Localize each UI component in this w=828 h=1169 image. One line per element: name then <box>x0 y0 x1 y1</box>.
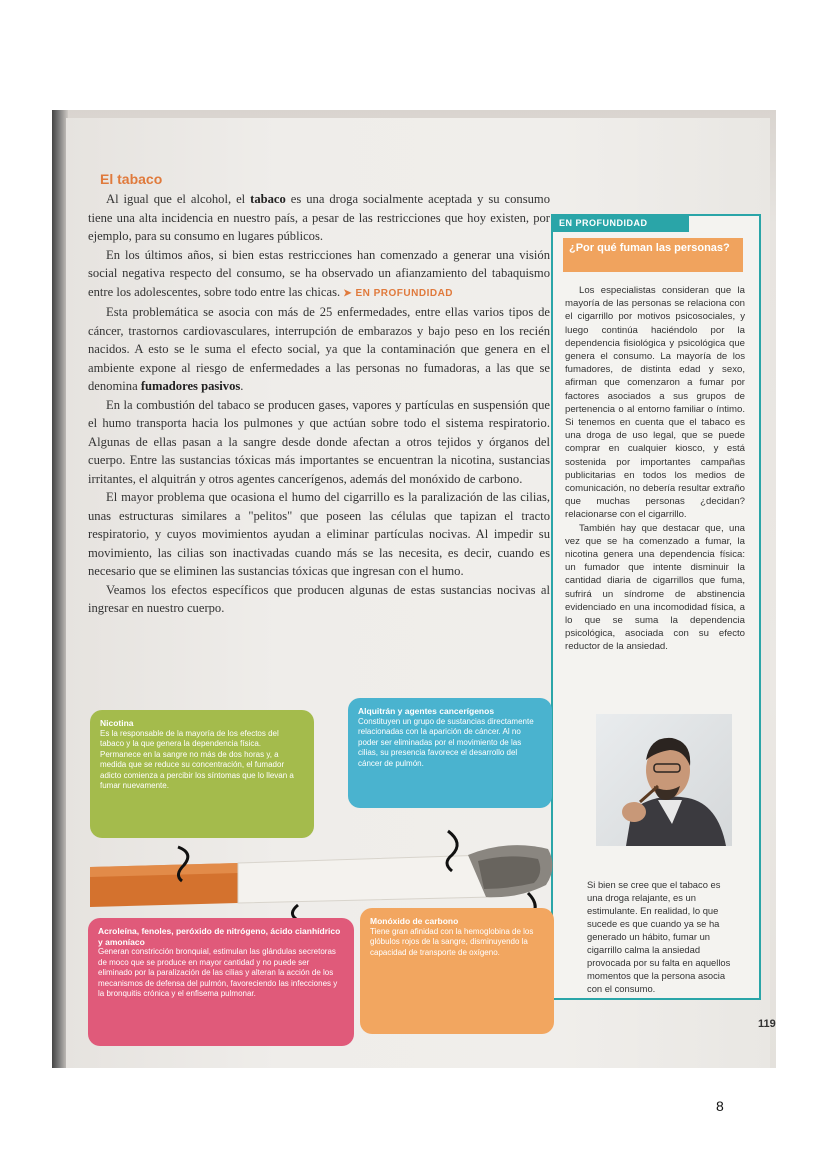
alquitran-text: Constituyen un grupo de sustancias directamente relacionadas con la aparición de cáncer. Al no poder ser eliminadas por el movimiento de las cilias, su presencia favorece el desarrollo del cáncer de pulmón. <box>358 716 534 768</box>
document-page-number: 8 <box>716 1098 724 1114</box>
paragraph-6: Veamos los efectos específicos que producen algunas de estas sustancias nocivas al ingresar en nuestro cuerpo. <box>88 582 550 615</box>
acroleina-title: Acroleína, fenoles, peróxido de nitrógeno, ácido cianhídrico y amoníaco <box>98 926 341 947</box>
sidebar-tag: EN PROFUNDIDAD <box>551 214 689 232</box>
nicotina-text: Es la responsable de la mayoría de los efectos del tabaco y la que genera la dependencia física. Permanece en la sangre no más de dos horas y, a medida que se reduce su concentración, el fumador adicto comienza a percibir los síntomas que lo llevan a fumar nuevamente. <box>100 728 294 790</box>
alquitran-box <box>348 698 552 808</box>
section-title: El tabaco <box>100 171 163 187</box>
man-smoking-photo <box>596 714 732 846</box>
en-profundidad-reference: ➤ EN PROFUNDIDAD <box>343 287 454 299</box>
paragraph-1: Al igual que el alcohol, el tabaco es una droga socialmente aceptada y su consumo tiene una alta incidencia en nuestro país, a pesar de las restricciones que hoy existen, por ejemplo, para su consumo en lugares públicos. <box>88 192 550 243</box>
photo-caption: Si bien se cree que el tabaco es una droga relajante, es un estimulante. En realidad, lo que sucede es que cuando ya se ha generado un hábito, fumar un cigarrillo calma la ansiedad provocada por su falta en aquellos momentos que la persona asocia con el consumo. <box>587 879 731 994</box>
alquitran-title: Alquitrán y agentes cancerígenos <box>358 706 495 716</box>
book-page-number: 119 <box>758 1018 776 1030</box>
man-smoking-illustration <box>596 714 732 846</box>
paragraph-3: Esta problemática se asocia con más de 25 enfermedades, entre ellas varios tipos de cáncer, trastornos cardiovasculares, interrupción de embarazos y bajo peso en los recién nacidos. A esto se le suma el efecto social, ya que la contaminación que genera en el ambiente expone al riesgo de enfermedades a las personas no fumadoras, a las que se denomina fumadores pasivos. <box>88 305 550 393</box>
paragraph-2: En los últimos años, si bien estas restricciones han comenzado a generar una visión social negativa respecto del consumo, se ha observado un afianzamiento del tabaquismo entre los adolescentes, sobre todo entre las chicas. ➤ EN PROFUNDIDAD <box>88 247 550 299</box>
cigarette-filter <box>90 863 238 907</box>
paragraph-5: El mayor problema que ocasiona el humo del cigarrillo es la paralización de las cilias, unas estructuras similares a "pelitos" que poseen las células que tapizan el tracto respiratorio, y cuyos movimientos ayudan a eliminar partículas nocivas. Al impedir su movimiento, las cilias son inactivadas cuando más se las necesita, es decir, cuando es necesario que se eliminen las sustancias tóxicas que ingresan con el humo. <box>88 490 550 578</box>
monoxido-title: Monóxido de carbono <box>370 916 459 926</box>
paragraph-4: En la combustión del tabaco se producen gases, vapores y partículas en suspensión que el humo transporta hacia los pulmones y que actúan sobre todo el sistema respiratorio. Algunas de ellas pasan a la sangre desde donde afectan a otros tejidos y órganos del cuerpo. Entre las sustancias tóxicas más importantes se encuentran la nicotina, sustancias irritantes, el alquitrán y otros agentes cancerígenos, además del monóxido de carbono. <box>88 397 550 486</box>
nicotina-box <box>90 710 314 838</box>
nicotina-title: Nicotina <box>100 718 134 728</box>
sidebar-heading: ¿Por qué fuman las personas? <box>563 238 743 272</box>
monoxido-text: Tiene gran afinidad con la hemoglobina de los glóbulos rojos de la sangre, disminuyendo la capacidad de transporte de oxígeno. <box>370 926 534 957</box>
main-text <box>88 190 550 618</box>
acroleina-text: Generan constricción bronquial, estimulan las glándulas secretoras de moco que se produce en mayor cantidad y no puede ser eliminado por la paralización de las cilias y alteran la acción de los mecanismos de defensa del pulmón, favoreciendo las infecciones y la bronquitis crónica y el enfisema pulmonar. <box>98 947 338 998</box>
en-profundidad-sidebar <box>551 214 761 1000</box>
cigarette-body <box>238 855 492 903</box>
sidebar-text <box>565 284 745 654</box>
acroleina-box <box>88 918 354 1046</box>
sidebar-paragraph-2: También hay que destacar que, una vez que se ha comenzado a fumar, la nicotina genera una dependencia física: un fumador que intente disminuir la cantidad diaria de cigarrillos que fuma, sufrirá un síndrome de abstinencia evidenciado en una incomodidad física, a lo que se suma la dependencia psicológica, asociada con su efecto reductor de la ansiedad. <box>565 522 745 653</box>
sidebar-paragraph-1: Los especialistas consideran que la mayoría de las personas se relaciona con el cigarrillo por motivos psicosociales, y luego continúa haciéndolo por la dependencia fisiológica y psicológica que genera el consumo. La mayoría de los fumadores, de distinta edad y sexo, afirman que comenzaron a fumar por factores asociados a sus grupos de pertenencia o al entorno familiar o íntimo. Si tenemos en cuenta que el tabaco es una droga de uso legal, que se puede comprar en cualquier kiosco, y está sostenida por importantes campañas publicitarias en todos los medios de comunicación, no debería resultar extraño que muchas personas ¿decidan? relacionarse con el cigarrillo. <box>565 285 745 521</box>
book-page <box>66 118 776 1068</box>
monoxido-box <box>360 908 554 1034</box>
book-page-photo <box>52 110 776 1068</box>
